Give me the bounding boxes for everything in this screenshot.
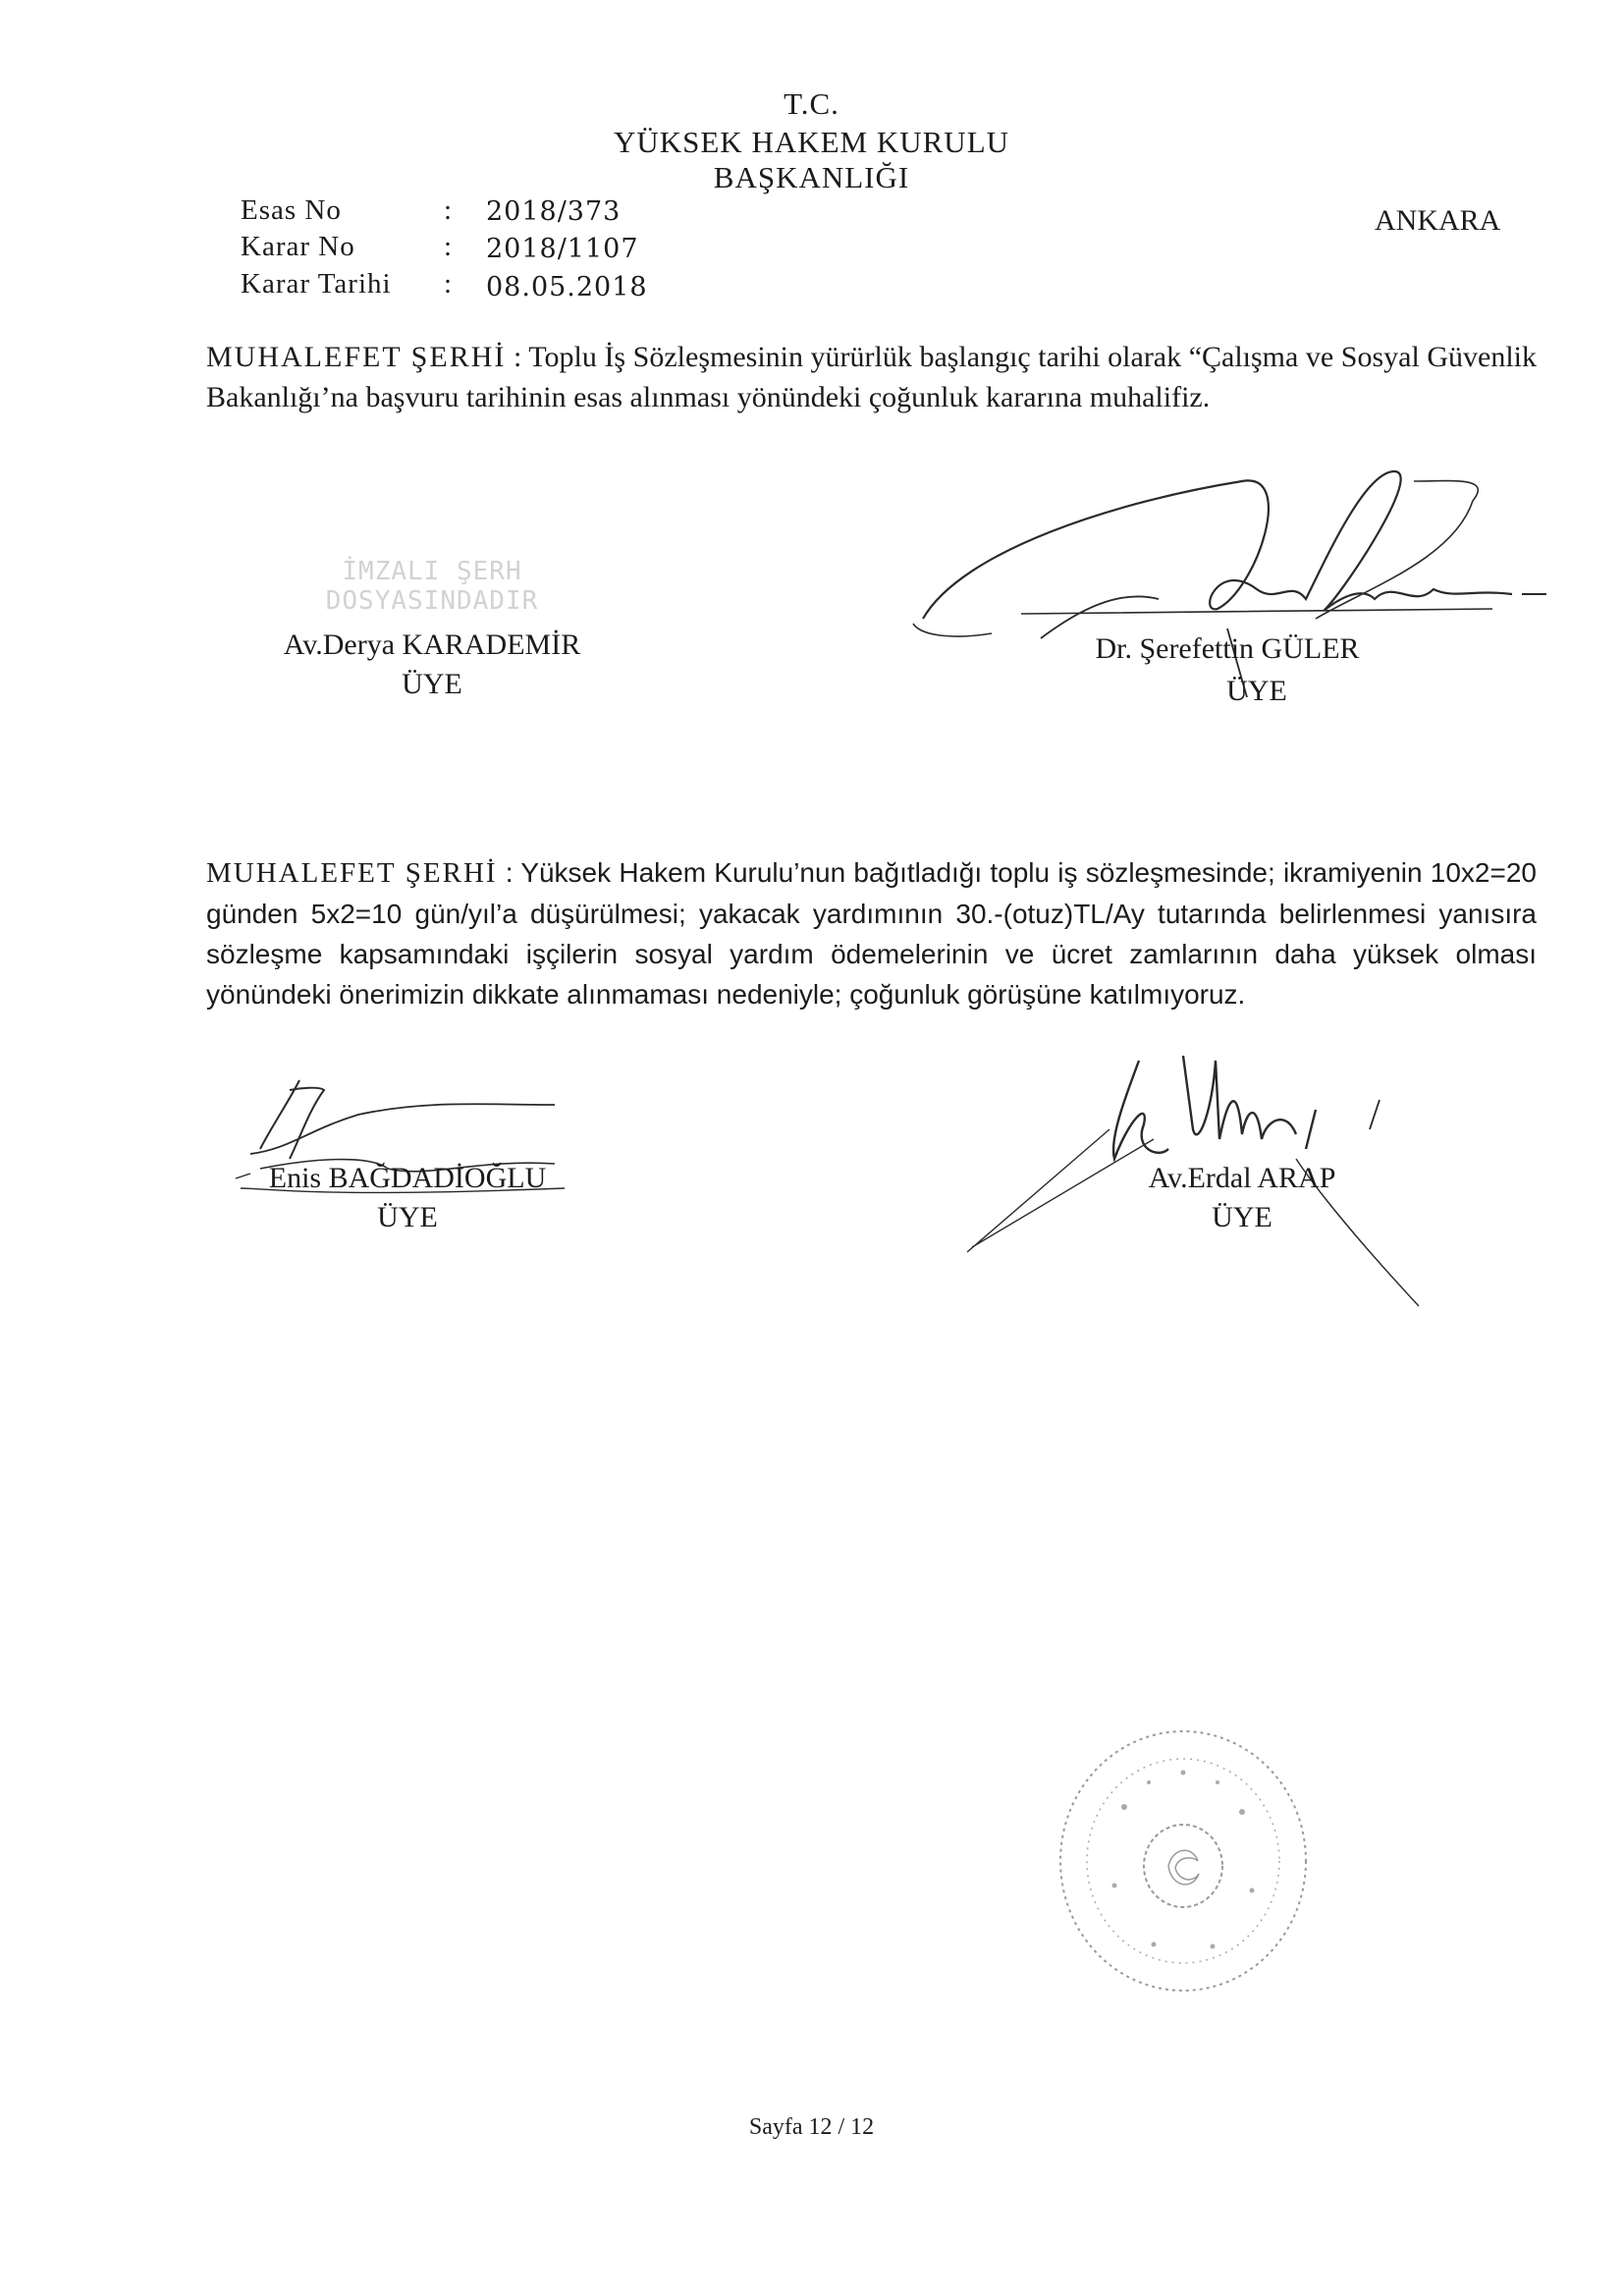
member-role-guler: ÜYE [1226, 675, 1287, 707]
signed-elsewhere-stamp: İMZALI ŞERH DOSYASINDADIR [325, 557, 539, 616]
tarih-label: Karar Tarihi [241, 268, 392, 300]
esas-value: 2018/373 [486, 196, 622, 227]
member-name-bagdadioglu: Enis BAĞDADİOĞLU [268, 1162, 547, 1194]
member-role-bagdadioglu: ÜYE [377, 1201, 438, 1233]
dissent-text: Toplu İş Sözleşmesinin yürürlük başlangıç tarihi olarak “Çalışma ve Sosyal Güvenlik Bakanlığı’na başvuru tarihinin esas alınması yönündeki çoğunluk kararına muhalifiz. [206, 341, 1537, 413]
dissent-paragraph-2 [206, 852, 1537, 1014]
page-number: Sayfa 12 / 12 [748, 2114, 875, 2140]
dissent-label: MUHALEFET ŞERHİ [206, 857, 498, 889]
member-name-guler: Dr. Şerefettin GÜLER [1095, 632, 1360, 665]
header-presidency: BAŞKANLIĞI [713, 160, 910, 194]
dissent-text: Yüksek Hakem Kurulu’nun bağıtladığı toplu iş sözleşmesinde; ikramiyenin 10x2=20 günden 5x2=10 gün/yıl’a düşürülmesi; yakacak yardımının 30.-(otuz)TL/Ay tutarında belirlenmesi yanısıra sözleşme kapsamındaki işçilerin sosyal yardım ödemelerinin ve ücret zamlarının daha yüksek olması yönündeki önerimizin dikkate alınmaması nedeniyle; çoğunluk görüşüne katılmıyoruz. [206, 857, 1537, 1010]
header-institution: YÜKSEK HAKEM KURULU [613, 125, 1010, 159]
dissent-sep: : [513, 341, 522, 373]
official-seal [1046, 1719, 1321, 2003]
member-name-karademir: Av.Derya KARADEMİR [283, 629, 581, 661]
tarih-sep: : [444, 268, 454, 300]
city-label: ANKARA [1375, 204, 1501, 237]
header-tc: T.C. [784, 86, 839, 121]
karar-label: Karar No [241, 231, 355, 262]
member-role-arap: ÜYE [1212, 1201, 1272, 1233]
dissent-sep: : [505, 857, 514, 888]
member-role-karademir: ÜYE [402, 668, 462, 700]
tarih-value: 08.05.2018 [486, 272, 648, 302]
member-name-arap: Av.Erdal ARAP [1148, 1162, 1336, 1194]
karar-sep: : [444, 231, 454, 262]
karar-value: 2018/1107 [486, 234, 639, 264]
dissent-label: MUHALEFET ŞERHİ [206, 341, 507, 373]
esas-label: Esas No [241, 194, 342, 226]
esas-sep: : [444, 194, 454, 226]
dissent-paragraph-1 [206, 337, 1537, 417]
